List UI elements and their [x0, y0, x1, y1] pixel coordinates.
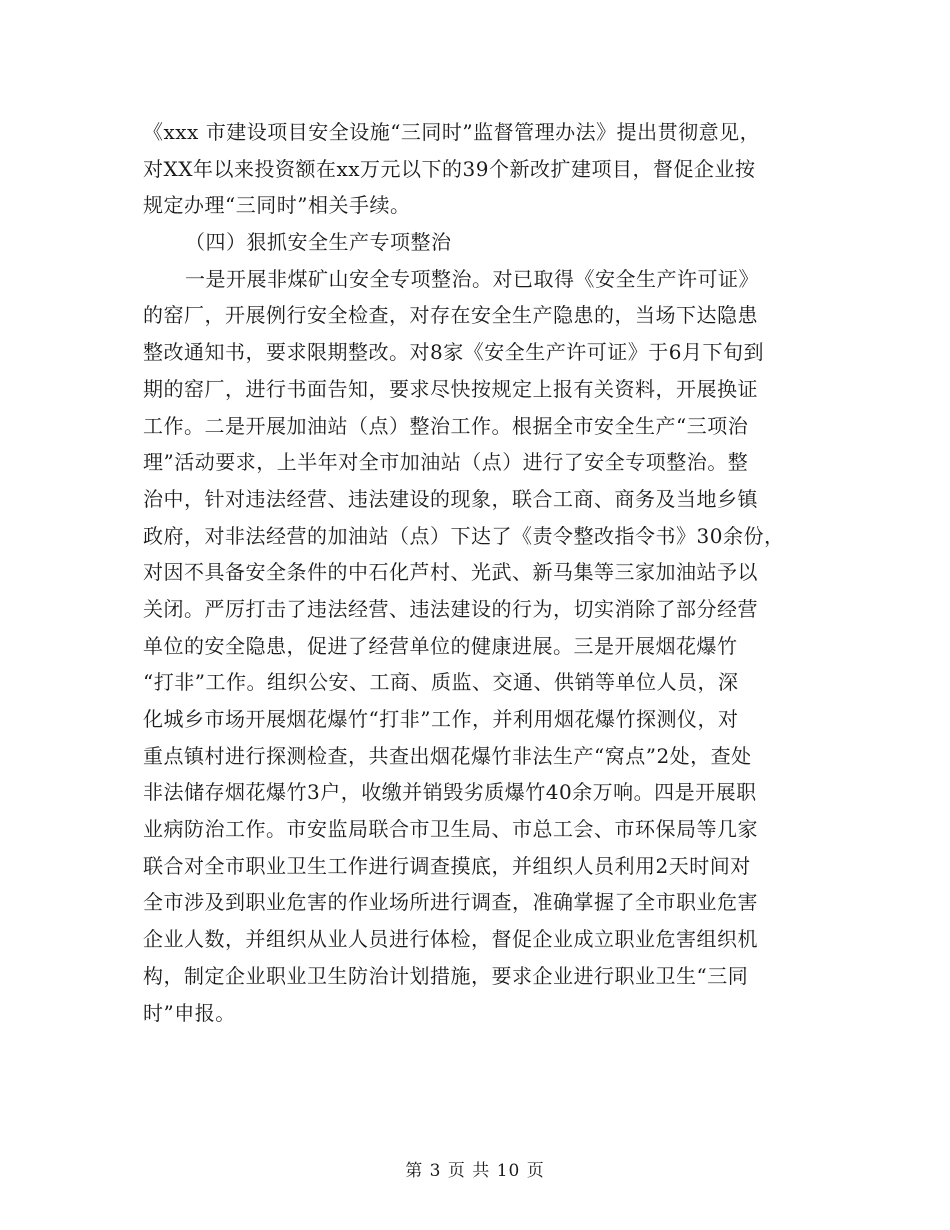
text-line: 理”活动要求，上半年对全市加油站（点）进行了安全专项整治。整 — [143, 450, 749, 475]
text-line: 联合对全市职业卫生工作进行调查摸底，并组织人员利用2天时间对 — [143, 853, 751, 878]
text-line: 治中，针对违法经营、违法建设的现象，联合工商、商务及当地乡镇 — [143, 486, 758, 511]
section-heading: （四）狠抓安全生产专项整治 — [185, 230, 452, 255]
text-line: 关闭。严厉打击了违法经营、违法建设的行为，切实消除了部分经营 — [143, 596, 758, 621]
text-line: 期的窑厂，进行书面告知，要求尽快按规定上报有关资料，开展换证 — [143, 376, 758, 401]
text-line: 《xxx 市建设项目安全设施“三同时”监督管理办法》提出贯彻意见， — [143, 120, 761, 144]
text-line: 化城乡市场开展烟花爆竹“打非”工作，并利用烟花爆竹探测仪，对 — [143, 707, 739, 731]
text-line: 构，制定企业职业卫生防治计划措施，要求企业进行职业卫生“三同 — [143, 963, 749, 988]
text-line: 企业人数，并组织从业人员进行体检，督促企业成立职业危害组织机 — [143, 927, 758, 952]
text-line: 的窑厂，开展例行安全检查，对存在安全生产隐患的，当场下达隐患 — [143, 303, 758, 328]
text-line: 业病防治工作。市安监局联合市卫生局、市总工会、市环保局等几家 — [143, 817, 758, 842]
text-line: “打非”工作。组织公安、工商、质监、交通、供销等单位人员，深 — [143, 670, 739, 695]
text-line: 时”申报。 — [143, 1000, 236, 1025]
text-line: 全市涉及到职业危害的作业场所进行调查，准确掌握了全市职业危害 — [143, 890, 758, 915]
text-line: 非法储存烟花爆竹3户，收缴并销毁劣质爆竹40余万响。四是开展职 — [143, 780, 757, 805]
text-line: 整改通知书，要求限期整改。对8家《安全生产许可证》于6月下旬到 — [143, 340, 764, 365]
text-line: 单位的安全隐患，促进了经营单位的健康进展。三是开展烟花爆竹 — [143, 633, 738, 658]
text-line: 规定办理“三同时”相关手续。 — [143, 193, 411, 218]
text-line: 对因不具备安全条件的中石化芦村、光武、新马集等三家加油站予以 — [143, 560, 758, 585]
text-line: 政府，对非法经营的加油站（点）下达了《责令整改指令书》30余份， — [143, 523, 785, 548]
document-body — [143, 114, 823, 1031]
text-line: 一是开展非煤矿山安全专项整治。对已取得《安全生产许可证》 — [185, 266, 759, 291]
text-line: 工作。二是开展加油站（点）整治工作。根据全市安全生产“三项治 — [143, 413, 749, 438]
text-line: 对XX年以来投资额在xx万元以下的39个新改扩建项目，督促企业按 — [143, 156, 756, 181]
page-number-footer: 第 3 页 共 10 页 — [405, 1161, 545, 1181]
text-line: 重点镇村进行探测检查，共查出烟花爆竹非法生产“窝点”2处，查处 — [143, 743, 752, 768]
